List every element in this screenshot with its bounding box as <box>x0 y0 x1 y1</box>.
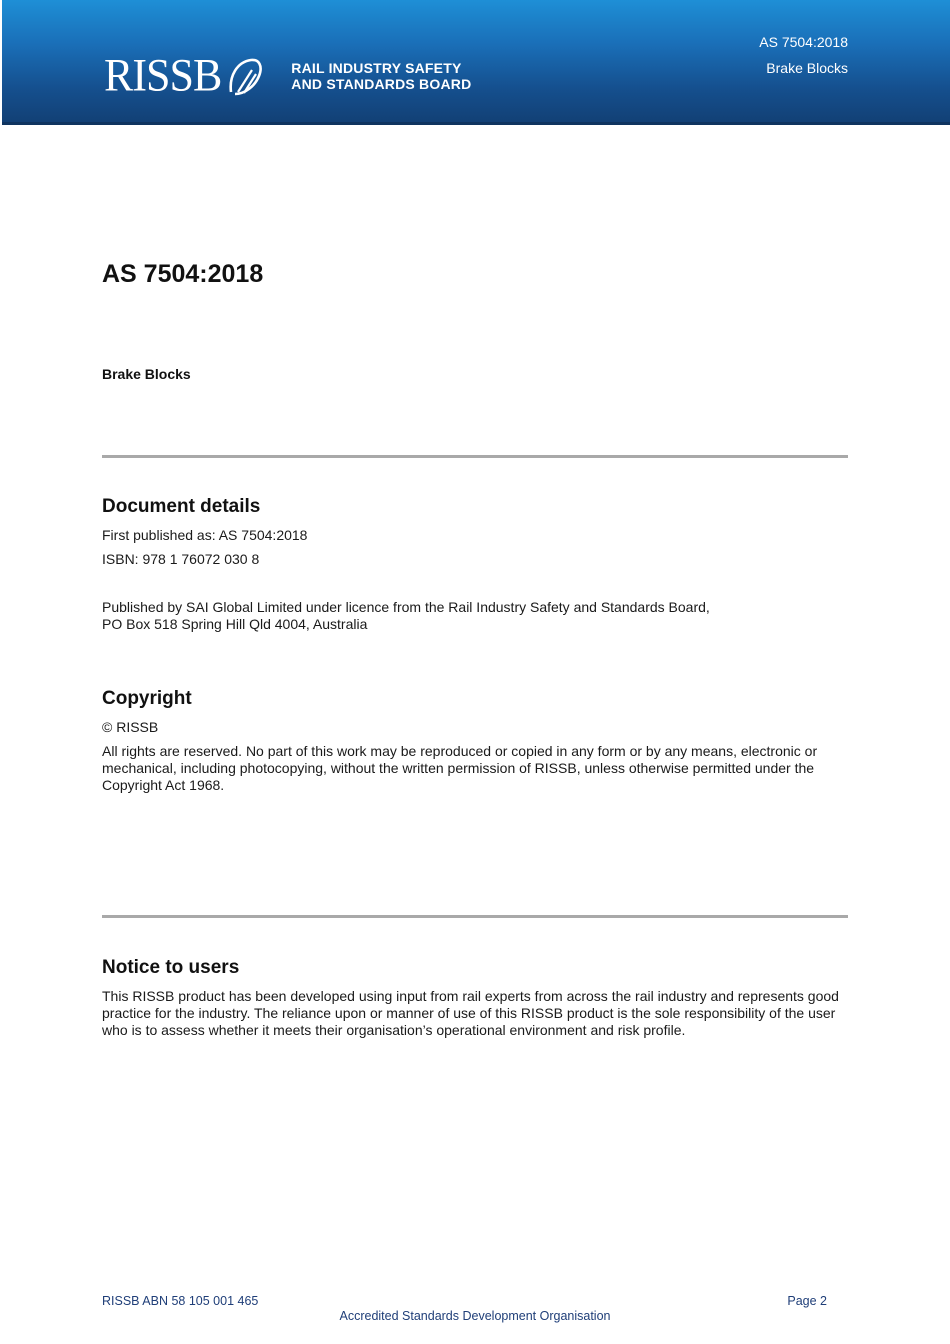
header-standard-number: AS 7504:2018 <box>759 34 848 50</box>
header-banner <box>2 0 950 125</box>
copyright-section <box>102 688 848 794</box>
copyright-text: All rights are reserved. No part of this work may be reproduced or copied in any form or by any means, electronic or mechanical, including photocopying, without the written permission of RISSB, unless otherwise permitted under the Copyright Act 1968. <box>102 743 818 793</box>
publisher-line1: Published by SAI Global Limited under licence from the Rail Industry Safety and Standards Board, <box>102 599 710 615</box>
copyright-owner: © RISSB <box>102 719 159 735</box>
copyright-heading: Copyright <box>102 688 192 709</box>
notice-heading: Notice to users <box>102 957 240 978</box>
publisher-line2: PO Box 518 Spring Hill Qld 4004, Australia <box>102 616 368 632</box>
board-name-line2: AND STANDARDS BOARD <box>291 76 472 92</box>
header-standard-title: Brake Blocks <box>766 60 848 76</box>
isbn: ISBN: 978 1 76072 030 8 <box>102 551 260 567</box>
divider-top <box>102 455 848 458</box>
board-name-line1: RAIL INDUSTRY SAFETY <box>291 60 462 76</box>
board-name <box>291 60 471 92</box>
first-published: First published as: AS 7504:2018 <box>102 527 308 543</box>
document-title: AS 7504:2018 <box>102 260 264 288</box>
rissb-logo <box>104 49 472 102</box>
notice-text: This RISSB product has been developed using input from rail experts from across the rail industry and represents good practice for the industry. The reliance upon or manner of use of this RISSB product is the sole responsibility of the user who is to assess whether it meets their organisation’s operational environment and risk profile. <box>102 988 839 1038</box>
footer-page-number: Page 2 <box>787 1294 827 1308</box>
rail-swoosh-icon <box>225 54 265 98</box>
document-details-heading: Document details <box>102 496 261 517</box>
header-standard-info <box>759 29 848 81</box>
footer-accreditation: Accredited Standards Development Organisation <box>339 1309 611 1323</box>
document-subtitle: Brake Blocks <box>102 366 191 382</box>
divider-bottom <box>102 915 848 918</box>
document-details-section <box>102 496 848 633</box>
footer-abn: RISSB ABN 58 105 001 465 <box>102 1294 259 1308</box>
logo-wordmark: RISSB <box>104 49 222 102</box>
notice-section <box>102 957 848 1039</box>
